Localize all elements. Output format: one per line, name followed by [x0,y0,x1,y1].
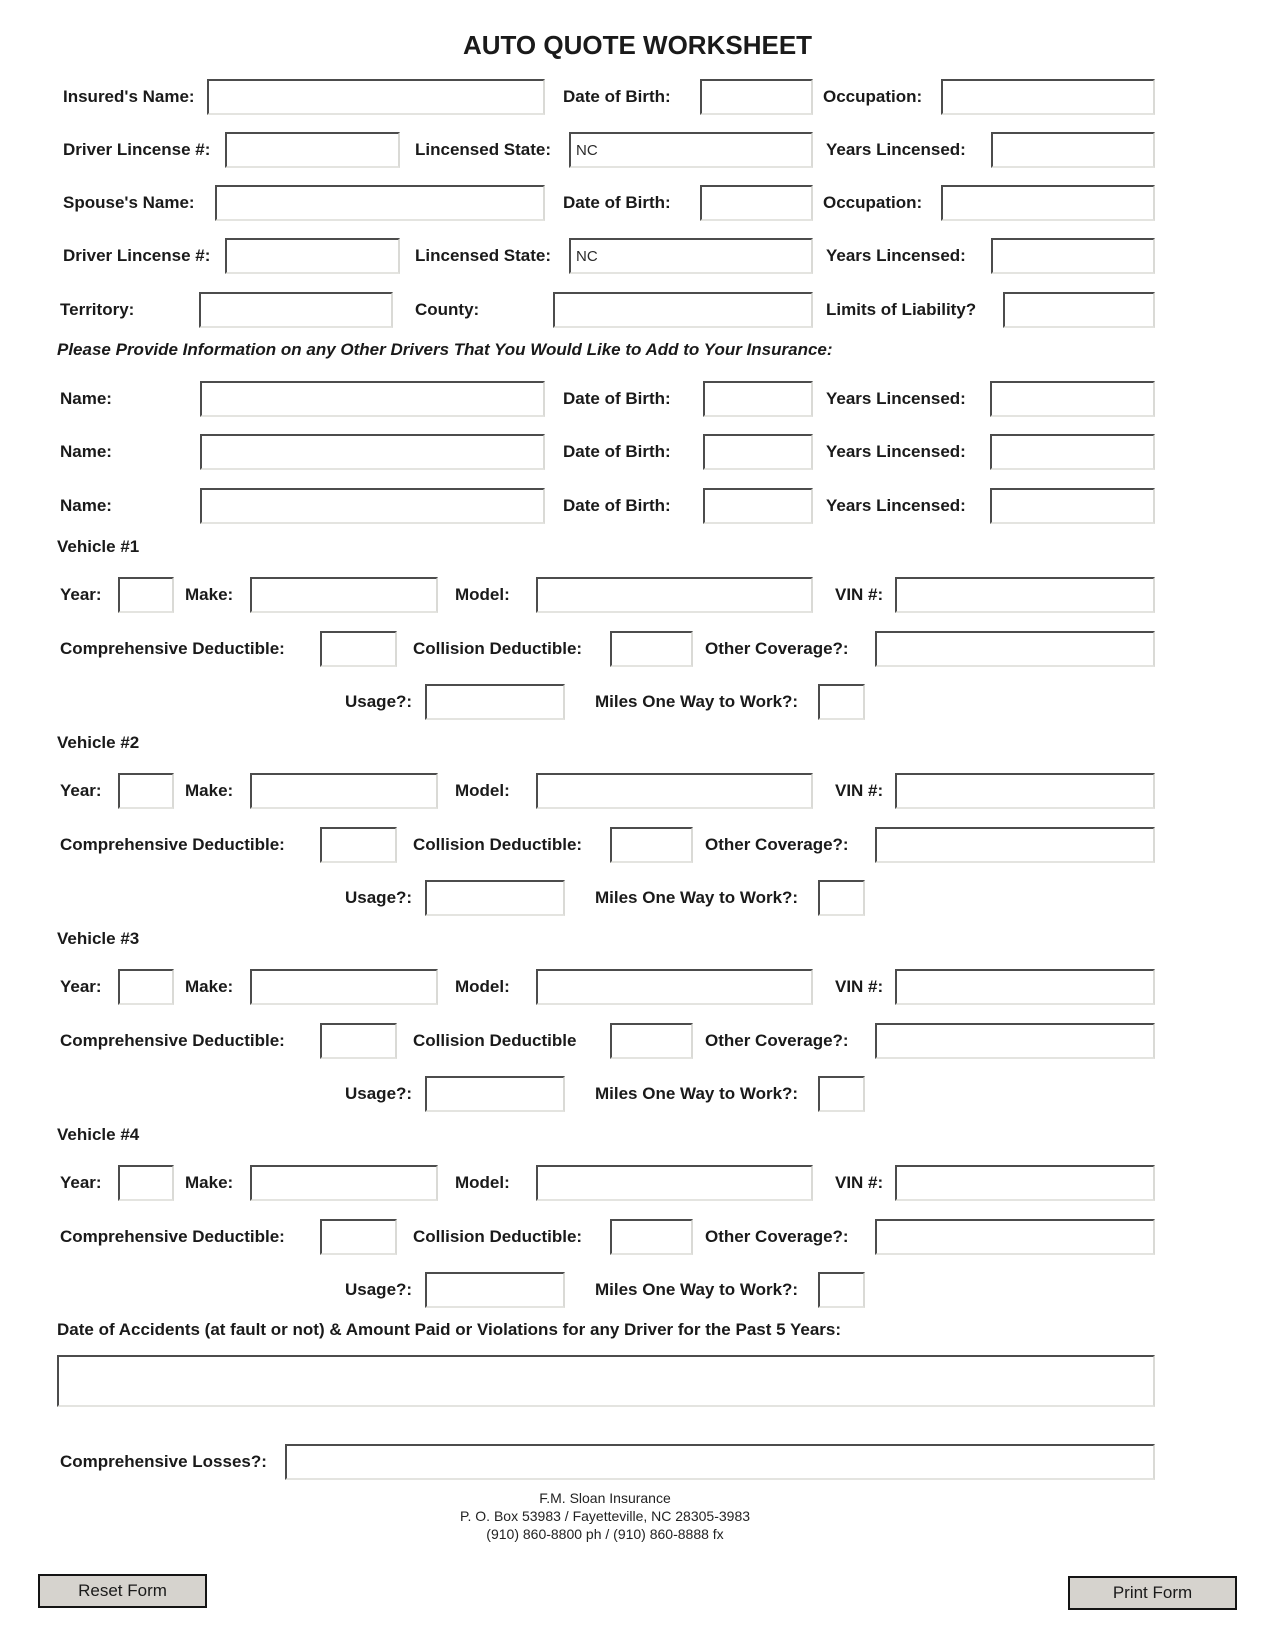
vehicle-3-miles-label: Miles One Way to Work?: [595,1084,799,1103]
vehicle-3-comp-deductible-input[interactable] [320,1023,397,1059]
accidents-label: Date of Accidents (at fault or not) & Amount Paid or Violations for any Driver for the Past 5 Years: [57,1320,842,1339]
vehicle-4-make-label: Make: [185,1173,234,1192]
vehicle-4-other-coverage-input[interactable] [875,1219,1155,1255]
vehicle-4-header: Vehicle #4 [57,1125,140,1144]
vehicle-4-miles-label: Miles One Way to Work?: [595,1280,799,1299]
spouse-name-label: Spouse's Name: [63,193,195,212]
spouse-dob-input[interactable] [700,185,813,221]
vehicle-3-miles-input[interactable] [818,1076,865,1112]
years-licensed-label: Years Lincensed: [826,140,966,159]
vehicle-2-vin-input[interactable] [895,773,1155,809]
vehicle-4-miles-input[interactable] [818,1272,865,1308]
spouse-dob-label: Date of Birth: [563,193,671,212]
other-driver-3-name-input[interactable] [200,488,545,524]
vehicle-3-model-input[interactable] [536,969,813,1005]
vehicle-2-other-coverage-label: Other Coverage?: [705,835,849,854]
footer-phone: (910) 860-8800 ph / (910) 860-8888 fx [486,1526,724,1542]
vehicle-2-usage-input[interactable] [425,880,565,916]
vehicle-1-other-coverage-input[interactable] [875,631,1155,667]
vehicle-2-header: Vehicle #2 [57,733,140,752]
vehicle-1-vin-input[interactable] [895,577,1155,613]
vehicle-4-usage-label: Usage?: [345,1280,413,1299]
vehicle-2-comp-deductible-input[interactable] [320,827,397,863]
county-label: County: [415,300,480,319]
other-driver-2-years-label: Years Lincensed: [826,442,966,461]
driver-license-input[interactable] [225,132,400,168]
vehicle-2-usage-label: Usage?: [345,888,413,907]
vehicle-1-usage-label: Usage?: [345,692,413,711]
vehicle-4-model-input[interactable] [536,1165,813,1201]
vehicle-4-vin-label: VIN #: [835,1173,884,1192]
footer-company: F.M. Sloan Insurance [539,1490,671,1506]
spouse-licensed-state-label: Lincensed State: [415,246,552,265]
vehicle-2-year-input[interactable] [118,773,174,809]
vehicle-1-year-label: Year: [60,585,102,604]
vehicle-3-make-input[interactable] [250,969,438,1005]
other-driver-1-years-input[interactable] [990,381,1155,417]
vehicle-3-header: Vehicle #3 [57,929,140,948]
insured-dob-label: Date of Birth: [563,87,671,106]
insured-occupation-label: Occupation: [823,87,923,106]
years-licensed-input[interactable] [991,132,1155,168]
vehicle-1-coll-deductible-label: Collision Deductible: [413,639,583,658]
other-driver-2-dob-label: Date of Birth: [563,442,671,461]
vehicle-4-coll-deductible-label: Collision Deductible: [413,1227,583,1246]
vehicle-2-miles-input[interactable] [818,880,865,916]
licensed-state-input[interactable] [569,132,813,168]
vehicle-3-usage-input[interactable] [425,1076,565,1112]
insured-name-label: Insured's Name: [63,87,195,106]
other-driver-1-name-input[interactable] [200,381,545,417]
insured-dob-input[interactable] [700,79,813,115]
vehicle-1-section [0,537,1275,733]
spouse-name-input[interactable] [215,185,545,221]
vehicle-1-model-input[interactable] [536,577,813,613]
spouse-occupation-label: Occupation: [823,193,923,212]
vehicle-1-vin-label: VIN #: [835,585,884,604]
other-driver-1-name-label: Name: [60,389,112,408]
vehicle-4-model-label: Model: [455,1173,510,1192]
accidents-input[interactable] [57,1355,1155,1407]
vehicle-1-miles-input[interactable] [818,684,865,720]
comprehensive-losses-label: Comprehensive Losses?: [60,1452,267,1471]
vehicle-1-model-label: Model: [455,585,510,604]
insured-name-input[interactable] [207,79,545,115]
vehicle-2-other-coverage-input[interactable] [875,827,1155,863]
vehicle-2-section [0,733,1275,929]
vehicle-4-comp-deductible-label: Comprehensive Deductible: [60,1227,285,1246]
vehicle-2-miles-label: Miles One Way to Work?: [595,888,799,907]
other-drivers-instruction: Please Provide Information on any Other Drivers That You Would Like to Add to Your Insurance: [57,340,833,359]
vehicle-1-header: Vehicle #1 [57,537,140,556]
limits-of-liability-input[interactable] [1003,292,1155,328]
vehicle-3-year-input[interactable] [118,969,174,1005]
vehicle-4-year-label: Year: [60,1173,102,1192]
vehicle-4-make-input[interactable] [250,1165,438,1201]
vehicle-3-other-coverage-label: Other Coverage?: [705,1031,849,1050]
vehicle-3-vin-input[interactable] [895,969,1155,1005]
other-driver-2-name-label: Name: [60,442,112,461]
vehicle-3-coll-deductible-input[interactable] [610,1023,693,1059]
other-driver-3-years-input[interactable] [990,488,1155,524]
vehicle-1-comp-deductible-input[interactable] [320,631,397,667]
spouse-years-licensed-input[interactable] [991,238,1155,274]
other-driver-1-dob-input[interactable] [703,381,813,417]
vehicle-2-year-label: Year: [60,781,102,800]
spouse-years-licensed-label: Years Lincensed: [826,246,966,265]
spouse-license-input[interactable] [225,238,400,274]
reset-form-button[interactable]: Reset Form [38,1574,207,1608]
vehicle-4-year-input[interactable] [118,1165,174,1201]
vehicle-3-year-label: Year: [60,977,102,996]
vehicle-1-make-label: Make: [185,585,234,604]
comprehensive-losses-input[interactable] [285,1444,1155,1480]
vehicle-1-usage-input[interactable] [425,684,565,720]
vehicle-3-comp-deductible-label: Comprehensive Deductible: [60,1031,285,1050]
vehicle-3-model-label: Model: [455,977,510,996]
vehicle-1-year-input[interactable] [118,577,174,613]
limits-of-liability-label: Limits of Liability? [826,300,977,319]
vehicle-3-coll-deductible-label: Collision Deductible [413,1031,577,1050]
other-driver-1-years-label: Years Lincensed: [826,389,966,408]
vehicle-3-usage-label: Usage?: [345,1084,413,1103]
vehicle-1-make-input[interactable] [250,577,438,613]
vehicle-4-other-coverage-label: Other Coverage?: [705,1227,849,1246]
driver-license-label: Driver Lincense #: [63,140,211,159]
territory-input[interactable] [199,292,393,328]
licensed-state-label: Lincensed State: [415,140,552,159]
vehicle-4-usage-input[interactable] [425,1272,565,1308]
vehicle-3-vin-label: VIN #: [835,977,884,996]
other-driver-3-name-label: Name: [60,496,112,515]
territory-label: Territory: [60,300,135,319]
vehicle-2-make-label: Make: [185,781,234,800]
vehicle-2-model-input[interactable] [536,773,813,809]
spouse-occupation-input[interactable] [941,185,1155,221]
vehicle-3-make-label: Make: [185,977,234,996]
vehicle-2-vin-label: VIN #: [835,781,884,800]
print-form-button[interactable]: Print Form [1068,1576,1237,1610]
footer [0,1489,1210,1543]
spouse-license-label: Driver Lincense #: [63,246,211,265]
vehicle-4-vin-input[interactable] [895,1165,1155,1201]
vehicle-3-section [0,929,1275,1125]
spouse-licensed-state-input[interactable] [569,238,813,274]
vehicle-4-comp-deductible-input[interactable] [320,1219,397,1255]
other-driver-2-years-input[interactable] [990,434,1155,470]
page-title: AUTO QUOTE WORKSHEET [462,30,813,60]
vehicle-2-comp-deductible-label: Comprehensive Deductible: [60,835,285,854]
other-driver-3-years-label: Years Lincensed: [826,496,966,515]
county-input[interactable] [553,292,813,328]
vehicle-2-model-label: Model: [455,781,510,800]
vehicle-4-coll-deductible-input[interactable] [610,1219,693,1255]
vehicle-4-section [0,1125,1275,1321]
other-driver-3-dob-input[interactable] [703,488,813,524]
footer-address: P. O. Box 53983 / Fayetteville, NC 28305-3983 [459,1508,751,1524]
other-driver-3-dob-label: Date of Birth: [563,496,671,515]
vehicle-1-comp-deductible-label: Comprehensive Deductible: [60,639,285,658]
other-driver-1-dob-label: Date of Birth: [563,389,671,408]
vehicle-2-coll-deductible-input[interactable] [610,827,693,863]
other-driver-2-name-input[interactable] [200,434,545,470]
vehicle-1-coll-deductible-input[interactable] [610,631,693,667]
vehicle-2-coll-deductible-label: Collision Deductible: [413,835,583,854]
vehicle-1-miles-label: Miles One Way to Work?: [595,692,799,711]
vehicle-1-other-coverage-label: Other Coverage?: [705,639,849,658]
vehicle-2-make-input[interactable] [250,773,438,809]
other-driver-2-dob-input[interactable] [703,434,813,470]
insured-occupation-input[interactable] [941,79,1155,115]
vehicle-3-other-coverage-input[interactable] [875,1023,1155,1059]
